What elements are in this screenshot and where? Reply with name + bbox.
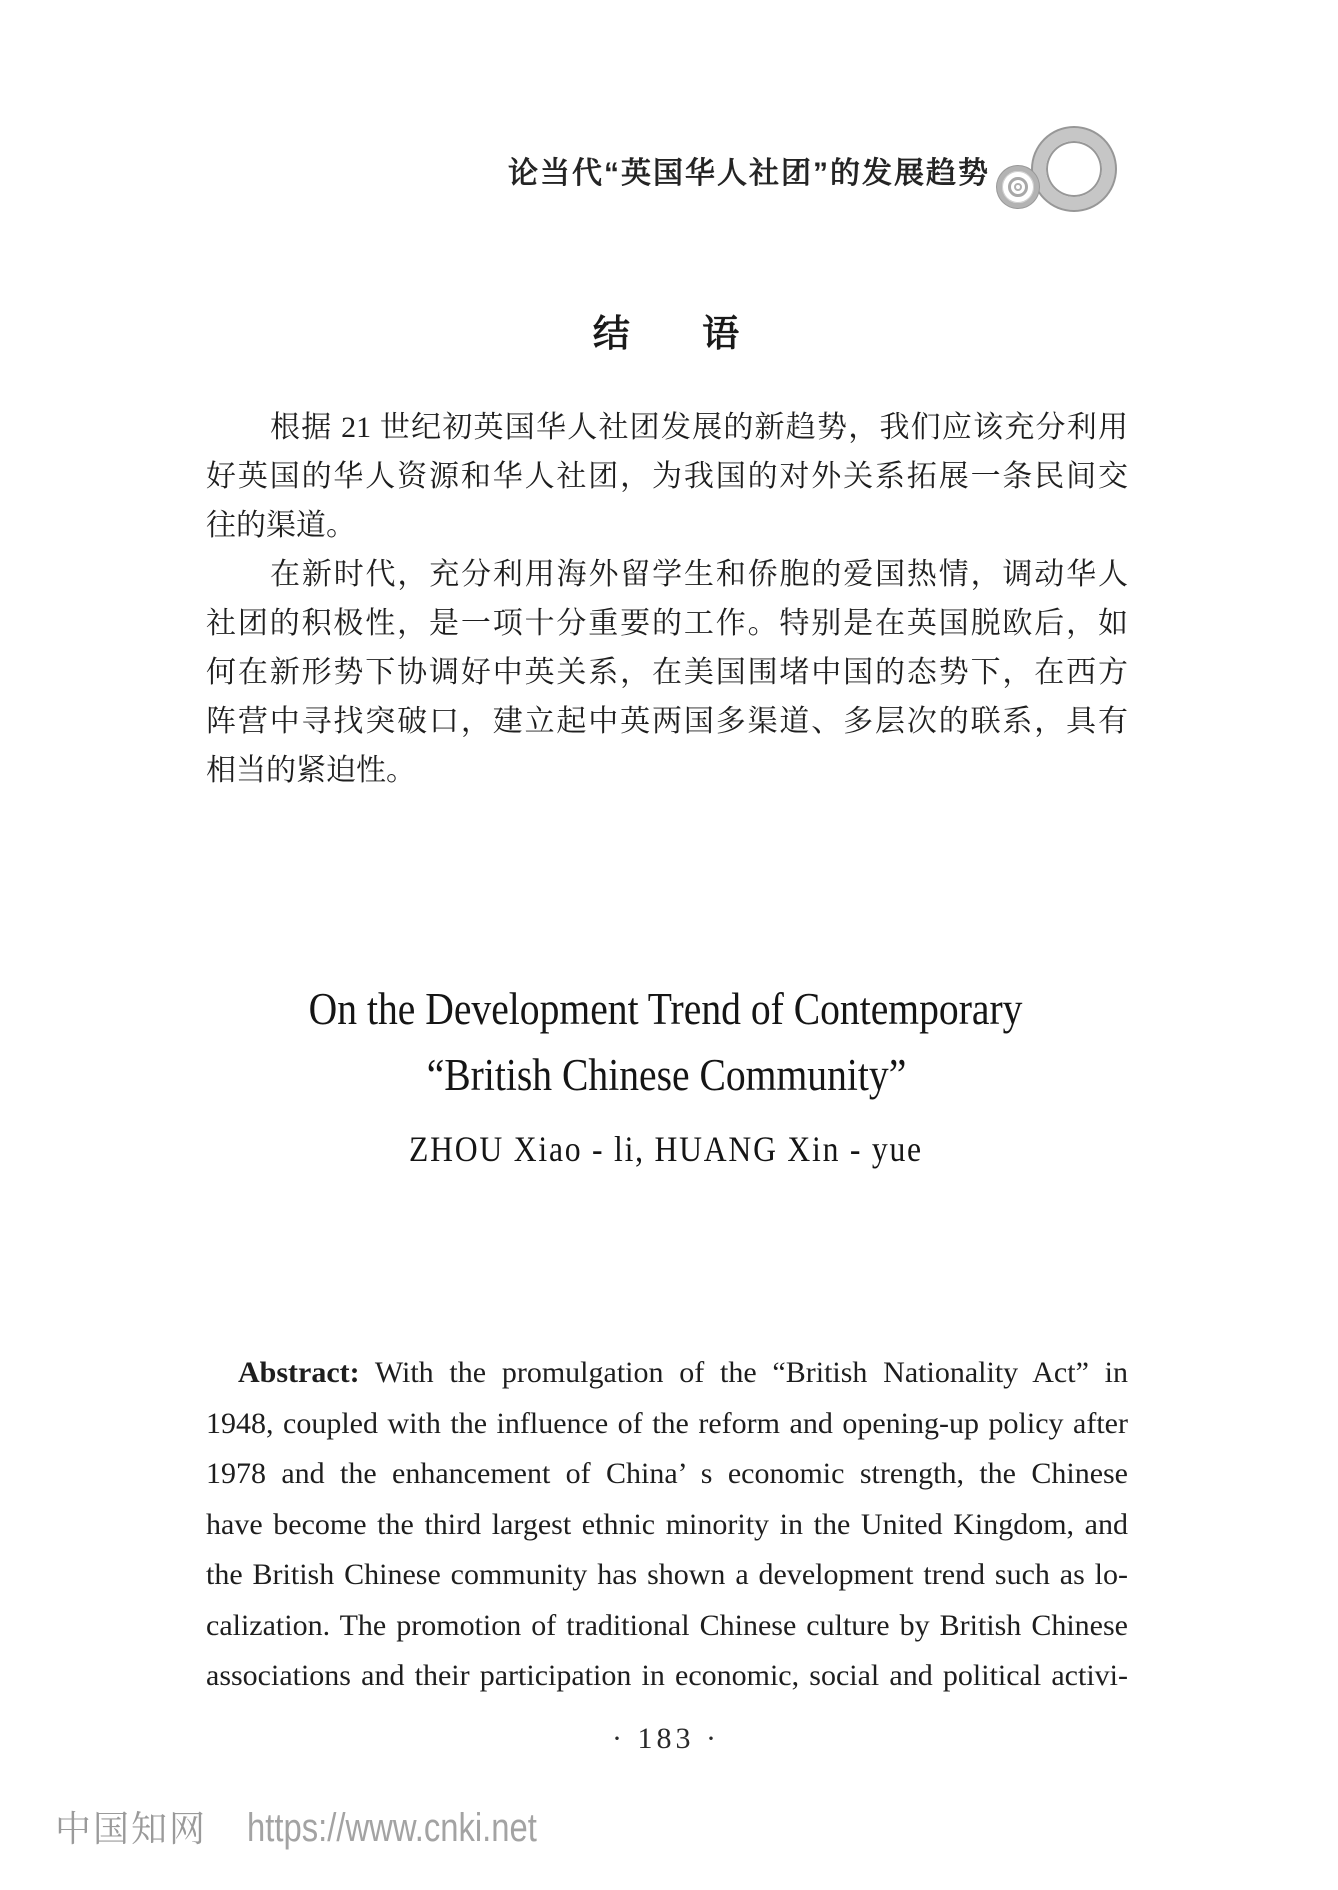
conclusion-body (206, 403, 1128, 795)
small-circle-icon (997, 166, 1039, 208)
paragraph-line: 何在新形势下协调好中英关系，在美国围堵中国的态势下，在西方 (206, 656, 1128, 689)
abstract-line-text: With the promulgation of the “British Nationality Act” in (374, 1356, 1128, 1389)
abstract-line: calization. The promotion of traditional Chinese culture by British Chinese (206, 1608, 1128, 1642)
abstract-block (206, 1348, 1128, 1702)
paragraph-line: 阵营中寻找突破口，建立起中英两国多渠道、多层次的联系，具有 (206, 705, 1128, 738)
page-number: · 183 · (612, 1722, 720, 1755)
abstract-line: associations and their participation in economic, social and political activi- (206, 1659, 1128, 1692)
paragraph-line: 社团的积极性，是一项十分重要的工作。特别是在英国脱欧后，如 (206, 607, 1128, 640)
abstract-line: the British Chinese community has shown a development trend such as lo- (206, 1558, 1128, 1591)
section-title-conclusion: 结 语 (592, 314, 740, 355)
english-title-line2: “British Chinese Community” (426, 1050, 906, 1100)
abstract-line: 1978 and the enhancement of China’ s economic strength, the Chinese (206, 1457, 1128, 1490)
english-title-line1: On the Development Trend of Contemporary (309, 984, 1023, 1034)
abstract-line: have become the third largest ethnic minority in the United Kingdom, and (206, 1507, 1128, 1541)
paragraph-line: 往的渠道。 (206, 509, 356, 542)
cnki-footer (55, 1801, 601, 1852)
paragraph-line: 在新时代，充分利用海外留学生和侨胞的爱国热情，调动华人 (270, 558, 1128, 591)
cnki-brand-label: 中国知网 (55, 1808, 208, 1849)
abstract-line (206, 1348, 1128, 1399)
english-title (205, 984, 1127, 1116)
author-names: ZHOU Xiao - li, HUANG Xin - yue (409, 1129, 923, 1169)
paragraph-line: 好英国的华人资源和华人社团，为我国的对外关系拓展一条民间交 (206, 460, 1128, 493)
paragraph-line: 相当的紧迫性。 (206, 754, 416, 787)
journal-rings-icon (995, 126, 1117, 212)
running-header-title: 论当代“英国华人社团”的发展趋势 (508, 157, 990, 190)
core-circle-icon (1014, 183, 1022, 191)
inner-circle-icon (1008, 177, 1028, 197)
cnki-url-link[interactable]: https://www.cnki.net (247, 1806, 537, 1850)
authors-line (205, 1128, 1127, 1170)
large-circle-icon (1033, 128, 1115, 210)
paragraph-line: 根据 21 世纪初英国华人社团发展的新趋势，我们应该充分利用 (270, 411, 1128, 444)
abstract-label: Abstract: (238, 1356, 360, 1389)
abstract-line: 1948, coupled with the influence of the reform and opening-up policy after (206, 1406, 1128, 1440)
